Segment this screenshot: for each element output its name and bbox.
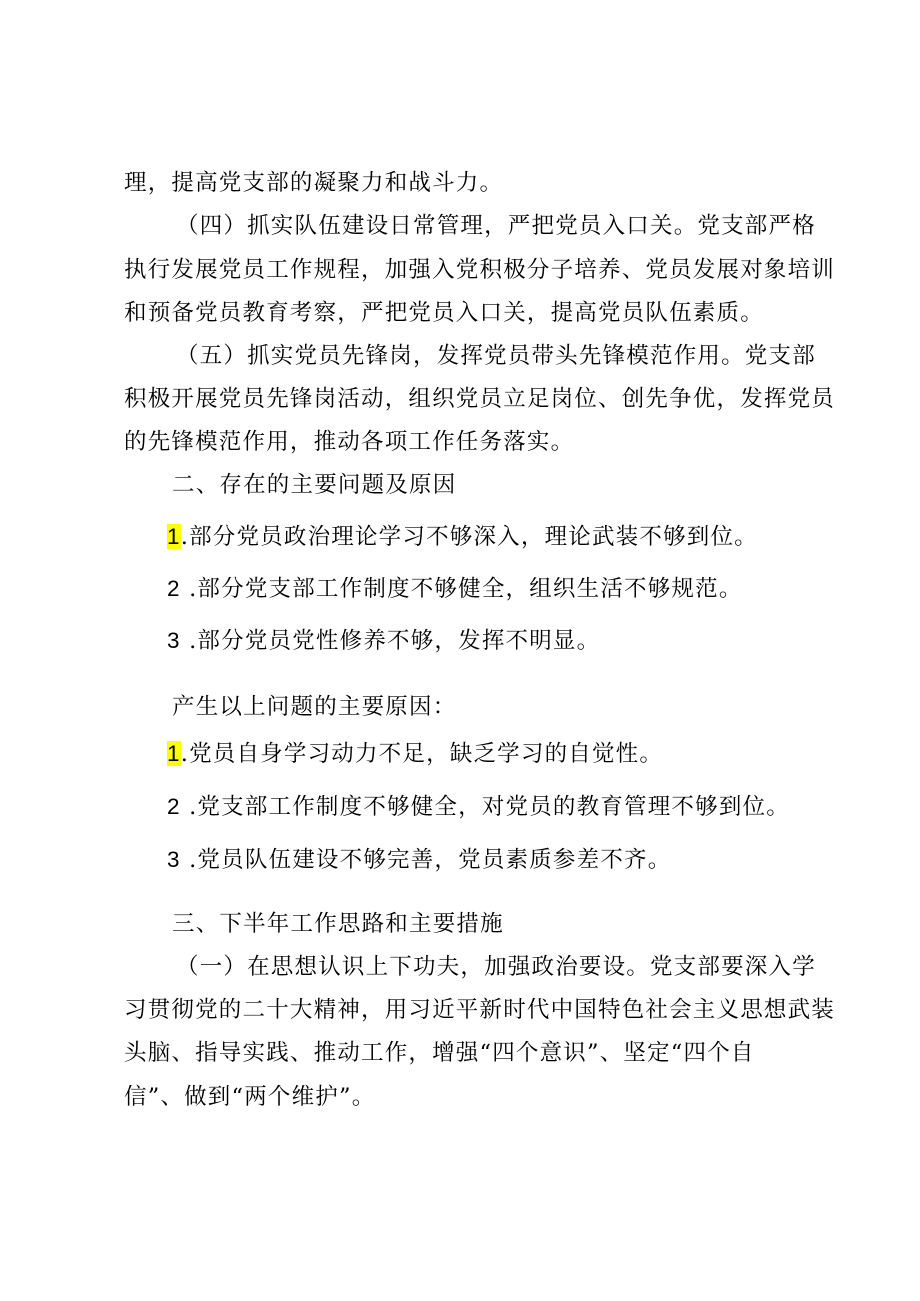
- list-item: [167, 522, 758, 552]
- paragraph-line: 和预备党员教育考察，严把党员入口关，提高党员队伍素质。: [124, 300, 764, 326]
- paragraph-line: 头脑、指导实践、推动工作，增强“四个意识”、坚定“四个自: [124, 1040, 755, 1066]
- list-number: 3: [167, 628, 181, 653]
- list-number-highlighted: 1: [167, 741, 181, 766]
- list-number: 3: [167, 847, 181, 872]
- list-text: .党支部工作制度不够健全，对党员的教育管理不够到位。: [180, 794, 790, 820]
- list-item: [167, 792, 790, 822]
- paragraph-line: （四）抓实队伍建设日常管理，严把党员入口关。党支部严格: [176, 213, 816, 239]
- paragraph-line: （一）在思想认识上下功夫，加强政治要设。党支部要深入学: [176, 954, 816, 980]
- section-heading: 三、下半年工作思路和主要措施: [172, 911, 504, 937]
- paragraph-line: （五）抓实党员先锋岗，发挥党员带头先锋模范作用。党支部: [176, 343, 816, 369]
- list-text: .部分党员政治理论学习不够深入，理论武装不够到位。: [180, 524, 758, 550]
- paragraph-line: 理，提高党支部的凝聚力和战斗力。: [124, 170, 504, 196]
- paragraph-line: 习贯彻党的二十大精神，用习近平新时代中国特色社会主义思想武装: [124, 997, 836, 1023]
- paragraph-line: 执行发展党员工作规程，加强入党积极分子培养、党员发展对象培训: [124, 257, 836, 283]
- list-text: .部分党支部工作制度不够健全，组织生活不够规范。: [180, 576, 743, 602]
- list-number: 2: [167, 576, 181, 601]
- paragraph-line: 的先锋模范作用，推动各项工作任务落实。: [124, 429, 575, 455]
- list-item: [167, 739, 663, 769]
- list-number-highlighted: 1: [167, 524, 181, 549]
- section-heading: 二、存在的主要问题及原因: [172, 472, 457, 498]
- subheading: 产生以上问题的主要原因：: [172, 694, 457, 720]
- list-number: 2: [167, 794, 181, 819]
- list-text: .党员自身学习动力不足，缺乏学习的自觉性。: [180, 741, 664, 767]
- list-item: [167, 574, 743, 604]
- list-text: .部分党员党性修养不够，发挥不明显。: [180, 628, 601, 654]
- paragraph-line: 信”、做到“两个维护”。: [124, 1084, 376, 1110]
- list-item: [167, 845, 671, 875]
- list-text: .党员队伍建设不够完善，党员素质参差不齐。: [180, 847, 672, 873]
- paragraph-line: 积极开展党员先锋岗活动，组织党员立足岗位、创先争优，发挥党员: [124, 386, 836, 412]
- list-item: [167, 626, 600, 656]
